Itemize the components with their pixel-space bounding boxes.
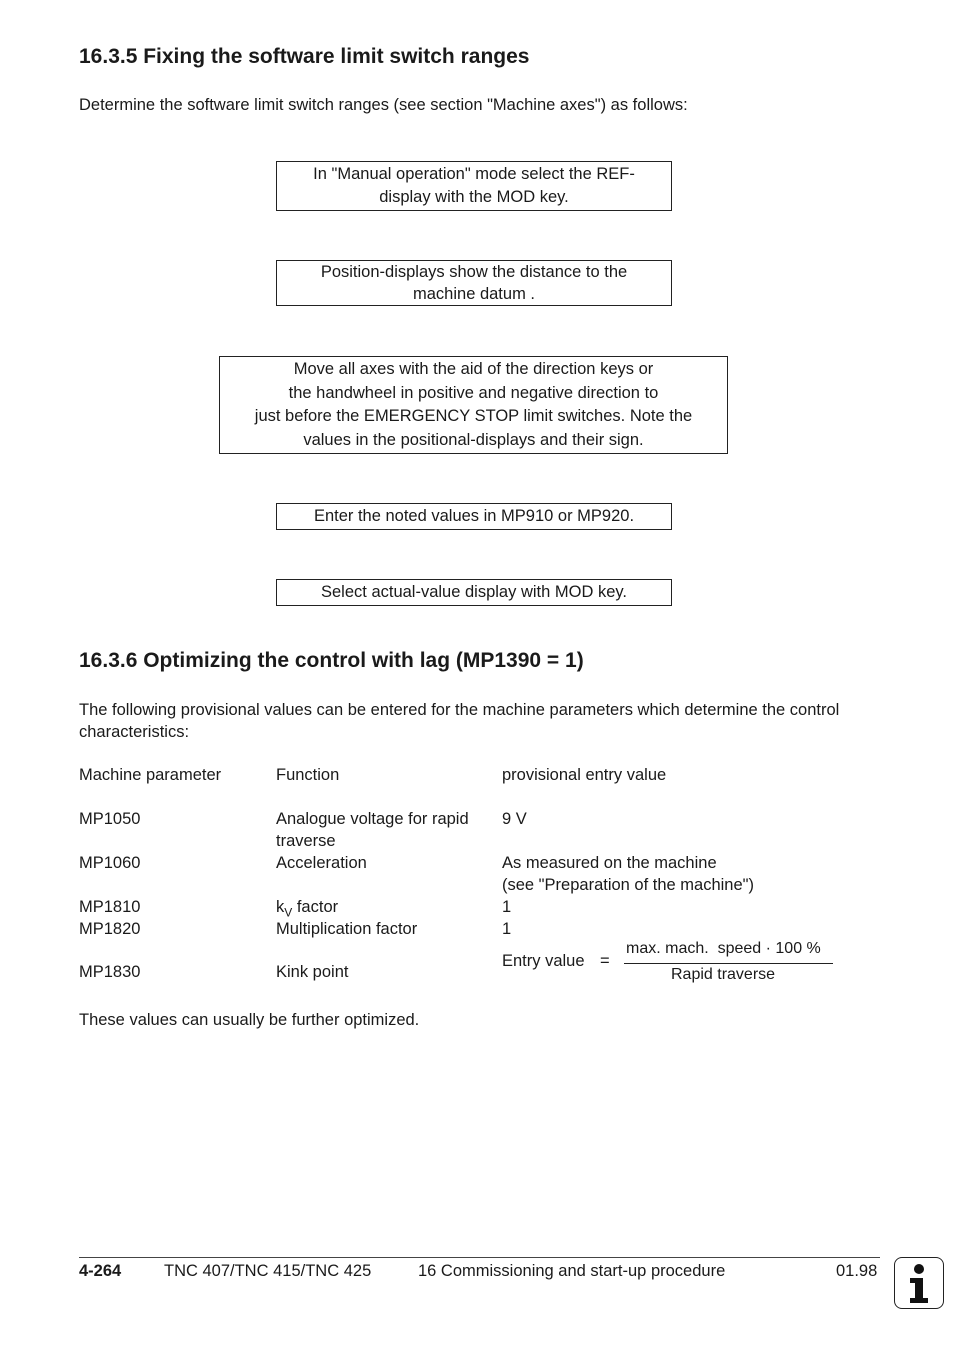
table-row-param: MP1820: [79, 920, 141, 938]
footer-page-number: 4-264: [79, 1262, 122, 1280]
footer-chapter: 16 Commissioning and start-up procedure: [418, 1262, 726, 1280]
formula-numerator: max. mach. speed · 100 %: [626, 940, 821, 957]
formula-denominator: Rapid traverse: [671, 966, 776, 983]
table-row-value: 1: [502, 920, 512, 938]
footer-models: TNC 407/TNC 415/TNC 425: [164, 1262, 372, 1280]
section-intro: The following provisional values can be entered for the machine parameters which determine the control characteristics:: [79, 701, 840, 741]
step-text: Move all axes with the aid of the direction keys or the handwheel in positive and negative direction to just before the EMERGENCY STOP limit switches. Note the values in the positional-displays and their sign.: [254, 360, 693, 449]
table-row-param: MP1830: [79, 963, 141, 981]
closing-text: These values can usually be further optimized.: [79, 1011, 420, 1029]
formula-fraction-bar: [624, 963, 833, 964]
kv-subscript: V: [284, 905, 293, 920]
section-intro: Determine the software limit switch ranges (see section "Machine axes") as follows:: [79, 96, 688, 114]
table-row-value: As measured on the machine (see "Preparation of the machine"): [502, 854, 755, 894]
table-row-function: Kink point: [276, 963, 349, 981]
step-text: Select actual-value display with MOD key.: [321, 582, 627, 601]
entry-value-equals: =: [600, 952, 610, 970]
step-box-1: [276, 161, 672, 211]
footer-date: 01.98: [836, 1262, 878, 1280]
table-row-value: 1: [502, 898, 512, 916]
entry-value-label: Entry value: [502, 952, 585, 970]
step-box-5: [276, 579, 672, 606]
step-text: In "Manual operation" mode select the REF- display with the MOD key.: [313, 164, 635, 206]
footer-rule: [79, 1257, 880, 1258]
section-heading-limit-switch: 16.3.5 Fixing the software limit switch ranges: [79, 45, 530, 68]
table-header-param: Machine parameter: [79, 766, 222, 784]
table-row-function: Analogue voltage for rapid traverse: [276, 810, 469, 850]
kv-label: factor: [292, 898, 339, 916]
step-box-3: [219, 356, 728, 454]
table-row-param: MP1810: [79, 898, 141, 916]
table-row-function: Acceleration: [276, 854, 367, 872]
table-row-function: Multiplication factor: [276, 920, 418, 938]
table-header-value: provisional entry value: [502, 766, 667, 784]
step-text: Enter the noted values in MP910 or MP920.: [313, 506, 635, 525]
table-header-function: Function: [276, 766, 340, 784]
step-box-4: [276, 503, 672, 530]
table-row-value: 9 V: [502, 810, 527, 828]
info-icon: [894, 1257, 944, 1309]
step-box-2: [276, 260, 672, 306]
section-heading-optimizing: 16.3.6 Optimizing the control with lag (MP1390 = 1): [79, 649, 584, 672]
step-text: Position-displays show the distance to the machine datum .: [320, 263, 628, 303]
kv-symbol: k: [276, 898, 285, 916]
table-row-param: MP1060: [79, 854, 141, 872]
table-row-param: MP1050: [79, 810, 141, 828]
